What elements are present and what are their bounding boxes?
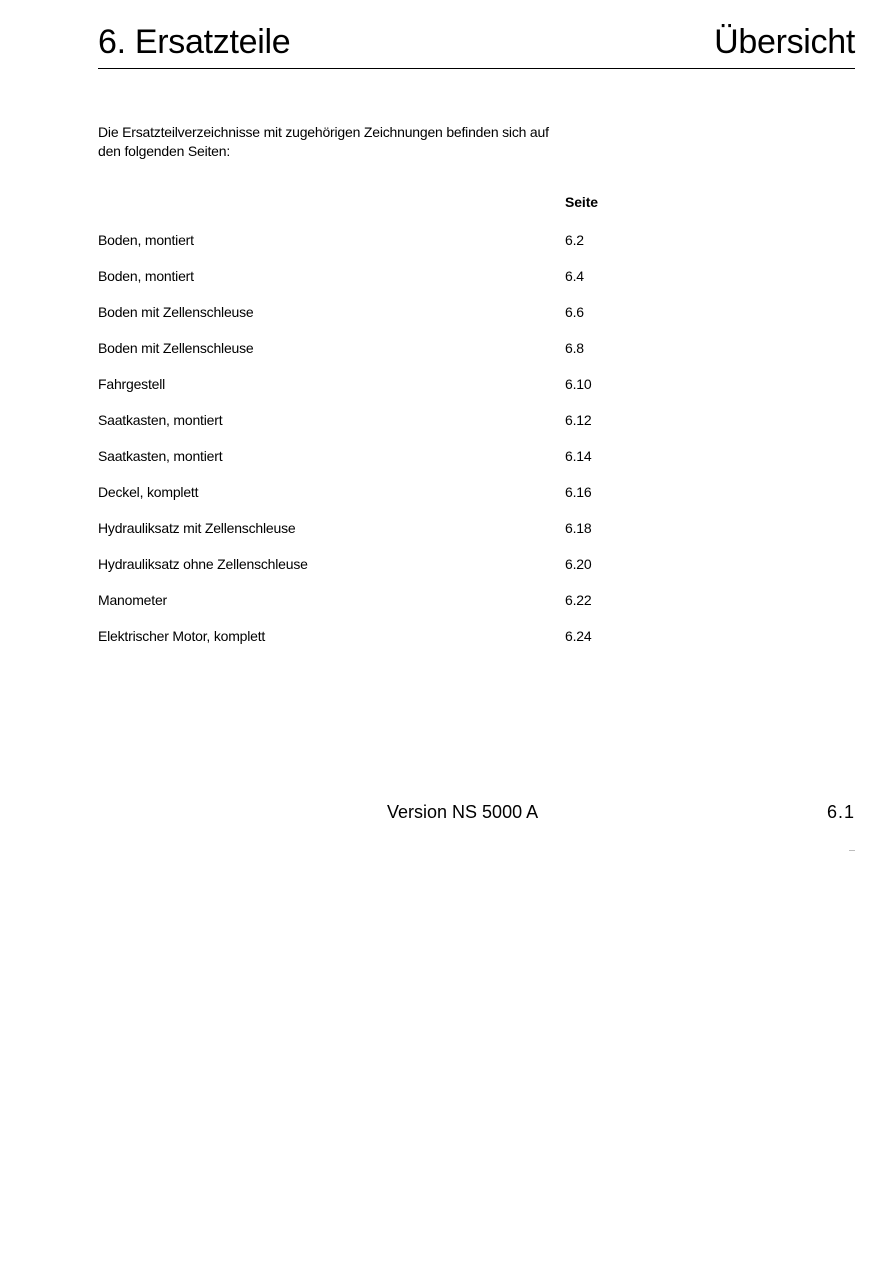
footer-page-number: 6.1 bbox=[826, 802, 855, 822]
list-item bbox=[98, 303, 698, 339]
item-page: 6.2 bbox=[565, 232, 584, 248]
item-label: Boden, montiert bbox=[98, 232, 194, 248]
intro-paragraph bbox=[98, 123, 598, 161]
item-label: Deckel, komplett bbox=[98, 484, 199, 500]
item-page: 6.14 bbox=[565, 448, 592, 464]
item-label: Saatkasten, montiert bbox=[98, 448, 223, 464]
item-page: 6.8 bbox=[565, 340, 584, 356]
list-item bbox=[98, 231, 698, 267]
page-column-header: Seite bbox=[565, 194, 598, 210]
list-item bbox=[98, 519, 698, 555]
item-page: 6.6 bbox=[565, 304, 584, 320]
list-item bbox=[98, 483, 698, 519]
item-page: 6.24 bbox=[565, 628, 592, 644]
list-item bbox=[98, 375, 698, 411]
chapter-title: 6. Ersatzteile bbox=[98, 23, 291, 61]
footer-version: Version NS 5000 A bbox=[387, 802, 539, 822]
item-label: Hydrauliksatz ohne Zellenschleuse bbox=[98, 556, 308, 572]
item-page: 6.4 bbox=[565, 268, 584, 284]
list-item bbox=[98, 267, 698, 303]
item-page: 6.20 bbox=[565, 556, 592, 572]
list-item bbox=[98, 339, 698, 375]
intro-line-2: den folgenden Seiten: bbox=[98, 143, 231, 159]
page-header bbox=[98, 20, 855, 69]
item-page: 6.18 bbox=[565, 520, 592, 536]
item-page: 6.12 bbox=[565, 412, 592, 428]
list-item bbox=[98, 555, 698, 591]
item-label: Boden, montiert bbox=[98, 268, 194, 284]
item-page: 6.10 bbox=[565, 376, 592, 392]
list-item bbox=[98, 447, 698, 483]
item-label: Elektrischer Motor, komplett bbox=[98, 628, 266, 644]
list-item bbox=[98, 627, 698, 663]
item-label: Saatkasten, montiert bbox=[98, 412, 223, 428]
intro-line-1: Die Ersatzteilverzeichnisse mit zugehörigen Zeichnungen befinden sich auf bbox=[98, 124, 549, 140]
item-page: 6.16 bbox=[565, 484, 592, 500]
item-label: Manometer bbox=[98, 592, 168, 608]
item-label: Hydrauliksatz mit Zellenschleuse bbox=[98, 520, 296, 536]
section-title: Übersicht bbox=[714, 23, 855, 61]
list-item bbox=[98, 411, 698, 447]
scan-mark bbox=[849, 850, 855, 851]
parts-index-list bbox=[98, 231, 698, 663]
item-label: Boden mit Zellenschleuse bbox=[98, 304, 254, 320]
item-page: 6.22 bbox=[565, 592, 592, 608]
list-item bbox=[98, 591, 698, 627]
item-label: Fahrgestell bbox=[98, 376, 166, 392]
item-label: Boden mit Zellenschleuse bbox=[98, 340, 254, 356]
